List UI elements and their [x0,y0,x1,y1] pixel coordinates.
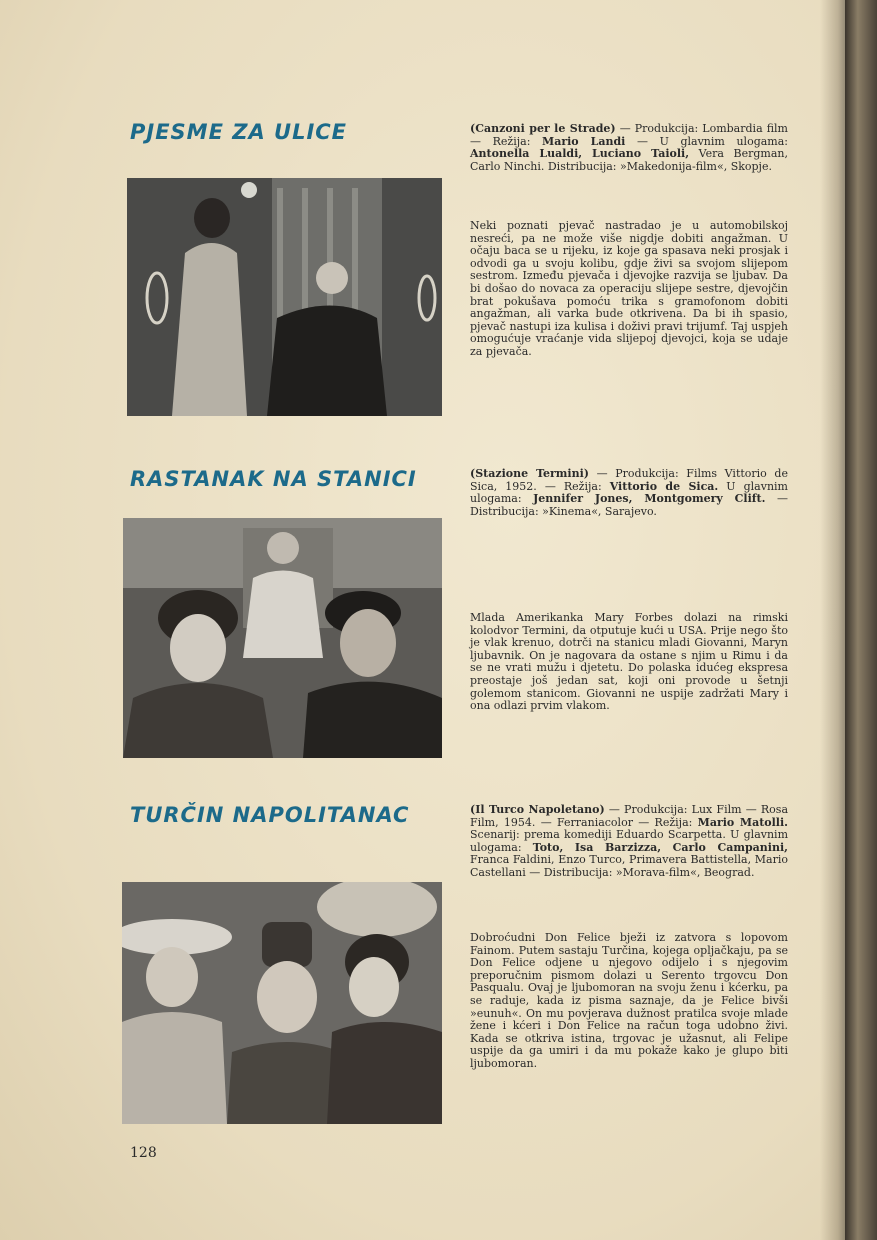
movie-synopsis-rastanak-na-stanici: Mlada Amerikanka Mary Forbes dolazi na rimski kolodvor Termini, da otputuje kući u USA. Prije nego što je vlak krenuo, dotrči na stanicu mladi Giovanni, Maryn ljubavnik. On je nagovara da ostane s njim u Rimu i da se ne vrati mužu i djetetu. Do polaska idućeg ekspresa preostaje još jedan sat, koji oni provode u šetnji golemom stanicom. Giovanni ne uspije zadržati Mary i ona odlazi prvim vlakom. [470,611,788,713]
movie-credits-turcin-napolitanac: (Il Turco Napoletano) — Produkcija: Lux Film — Rosa Film, 1954. — Ferraniacolor — Režija: Mario Matolli. Scenarij: prema komediji Eduardo Scarpetta. U glavnim ulogama: Toto, Isa Barzizza, Carlo Campanini, Franca Faldini, Enzo Turco, Primavera Battistella, Mario Castellani — Distribucija: »Morava-film«, Beograd. [470,803,788,879]
movie-synopsis-turcin-napolitanac: Dobroćudni Don Felice bježi iz zatvora s lopovom Fainom. Putem sastaju Turčina, kojega opljačkaju, pa se Don Felice odjene u njegovo odijelo i s njegovim preporučnim pismom dolazi u Serento trgovcu Don Pasqualu. Ovaj je ljubomoran na svoju ženu i kćerku, pa se raduje, kada iz pisma saznaje, da je Felice bivši »eunuh«. On mu povjerava dužnost pratilca svoje mlade žene i kćeri i Don Felice na račun toga udobno živi. Kada se otkriva istina, trgovac je užasnut, ali Felipe uspije da ga umiri i da mu pokaže kako je glupo biti ljubomoran. [470,931,788,1070]
movie-title-turcin-napolitanac: TURČIN NAPOLITANAC [130,803,410,827]
film-still-rastanak-na-stanici [123,518,442,758]
movie-title-rastanak-na-stanici: RASTANAK NA STANICI [130,467,417,491]
movie-title-pjesme-za-ulice: PJESME ZA ULICE [130,120,348,144]
film-still-pjesme-za-ulice [127,178,442,416]
movie-credits-pjesme-za-ulice: (Canzoni per le Strade) — Produkcija: Lombardia film — Režija: Mario Landi — U glavnim ulogama: Antonella Lualdi, Luciano Taioli, Vera Bergman, Carlo Ninchi. Distribucija: »Makedonija-film«, Skopje. [470,122,788,173]
page-number: 128 [130,1145,157,1161]
film-still-turcin-napolitanac [122,882,442,1124]
book-spine [845,0,877,1240]
movie-synopsis-pjesme-za-ulice: Neki poznati pjevač nastradao je u automobilskoj nesreći, pa ne može više nigdje dobiti angažman. U očaju baca se u rijeku, iz koje ga spasava neki prosjak i odvodi ga u svoju kolibu, gdje živi sa svojom slijepom sestrom. Između pjevača i djevojke razvija se ljubav. Da bi došao do novaca za operaciju slijepe sestre, djevojčin brat pokušava pomoću trika s gramofonom dobiti angažman, ali varka bude otkrivena. Da bi ih spasio, pjevač nastupi iza kulisa i doživi pravi trijumf. Taj uspjeh omogućuje vraćanje vida slijepoj djevojci, koja se udaje za pjevača. [470,219,788,358]
movie-credits-rastanak-na-stanici: (Stazione Termini) — Produkcija: Films Vittorio de Sica, 1952. — Režija: Vittorio de Sica. U glavnim ulogama: Jennifer Jones, Montgomery Clift. — Distribucija: »Kinema«, Sarajevo. [470,467,788,518]
